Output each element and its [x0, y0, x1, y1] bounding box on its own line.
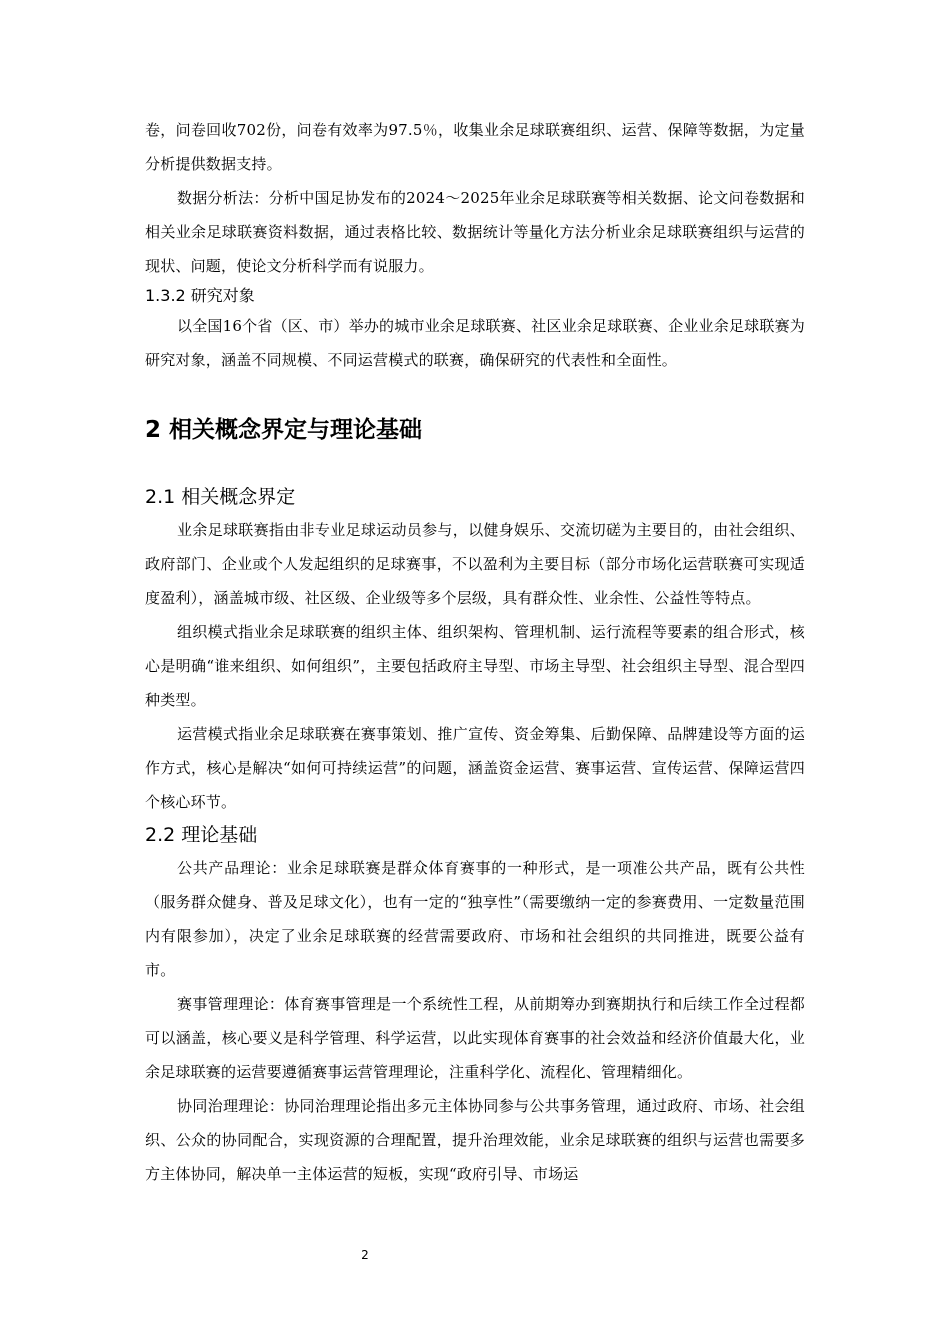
paragraph-research-object: 以全国16个省（区、市）举办的城市业余足球联赛、社区业余足球联赛、企业业余足球联赛为研究对象，涵盖不同规模、不同运营模式的联赛，确保研究的代表性和全面性。 [145, 317, 805, 369]
heading-1-3-2: 1.3.2 研究对象 [145, 286, 255, 305]
paragraph-data-analysis: 数据分析法：分析中国足协发布的2024～2025年业余足球联赛等相关数据、论文问卷数据和相关业余足球联赛资料数据，通过表格比较、数据统计等量化方法分析业余足球联赛组织与运营的现状、问题，使论文分析科学而有说服力。 [145, 189, 805, 275]
page-number: 2 [361, 1248, 369, 1262]
page-content [145, 113, 805, 1191]
heading-2-1: 2.1 相关概念界定 [145, 486, 296, 508]
heading-2-2: 2.2 理论基础 [145, 824, 258, 846]
paragraph-organization-mode: 组织模式指业余足球联赛的组织主体、组织架构、管理机制、运行流程等要素的组合形式，核心是明确“谁来组织、如何组织”，主要包括政府主导型、市场主导型、社会组织主导型、混合型四种类型。 [145, 623, 805, 709]
paragraph-event-management-theory: 赛事管理理论：体育赛事管理是一个系统性工程，从前期筹办到赛期执行和后续工作全过程都可以涵盖，核心要义是科学管理、科学运营，以此实现体育赛事的社会效益和经济价值最大化，业余足球联赛的运营要遵循赛事运营管理理论，注重科学化、流程化、管理精细化。 [145, 995, 805, 1081]
paragraph-operation-mode: 运营模式指业余足球联赛在赛事策划、推广宣传、资金筹集、后勤保障、品牌建设等方面的运作方式，核心是解决“如何可持续运营”的问题，涵盖资金运营、赛事运营、宣传运营、保障运营四个核心环节。 [145, 725, 805, 811]
chapter-2-title: 2 相关概念界定与理论基础 [145, 417, 423, 443]
paragraph-amateur-league-definition: 业余足球联赛指由非专业足球运动员参与，以健身娱乐、交流切磋为主要目的，由社会组织、政府部门、企业或个人发起组织的足球赛事，不以盈利为主要目标（部分市场化运营联赛可实现适度盈利），涵盖城市级、社区级、企业级等多个层级，具有群众性、业余性、公益性等特点。 [145, 521, 805, 607]
paragraph-public-goods-theory: 公共产品理论：业余足球联赛是群众体育赛事的一种形式，是一项准公共产品，既有公共性（服务群众健身、普及足球文化），也有一定的“独享性”（需要缴纳一定的参赛费用、一定数量范围内有限参加），决定了业余足球联赛的经营需要政府、市场和社会组织的共同推进，既要公益有市。 [145, 859, 805, 979]
paragraph-collaborative-governance-theory: 协同治理理论：协同治理理论指出多元主体协同参与公共事务管理，通过政府、市场、社会组织、公众的协同配合，实现资源的合理配置，提升治理效能，业余足球联赛的组织与运营也需要多方主体协同，解决单一主体运营的短板，实现“政府引导、市场运 [145, 1097, 805, 1183]
paragraph-questionnaire-continued: 卷，问卷回收702份，问卷有效率为97.5％，收集业余足球联赛组织、运营、保障等数据，为定量分析提供数据支持。 [145, 121, 805, 173]
